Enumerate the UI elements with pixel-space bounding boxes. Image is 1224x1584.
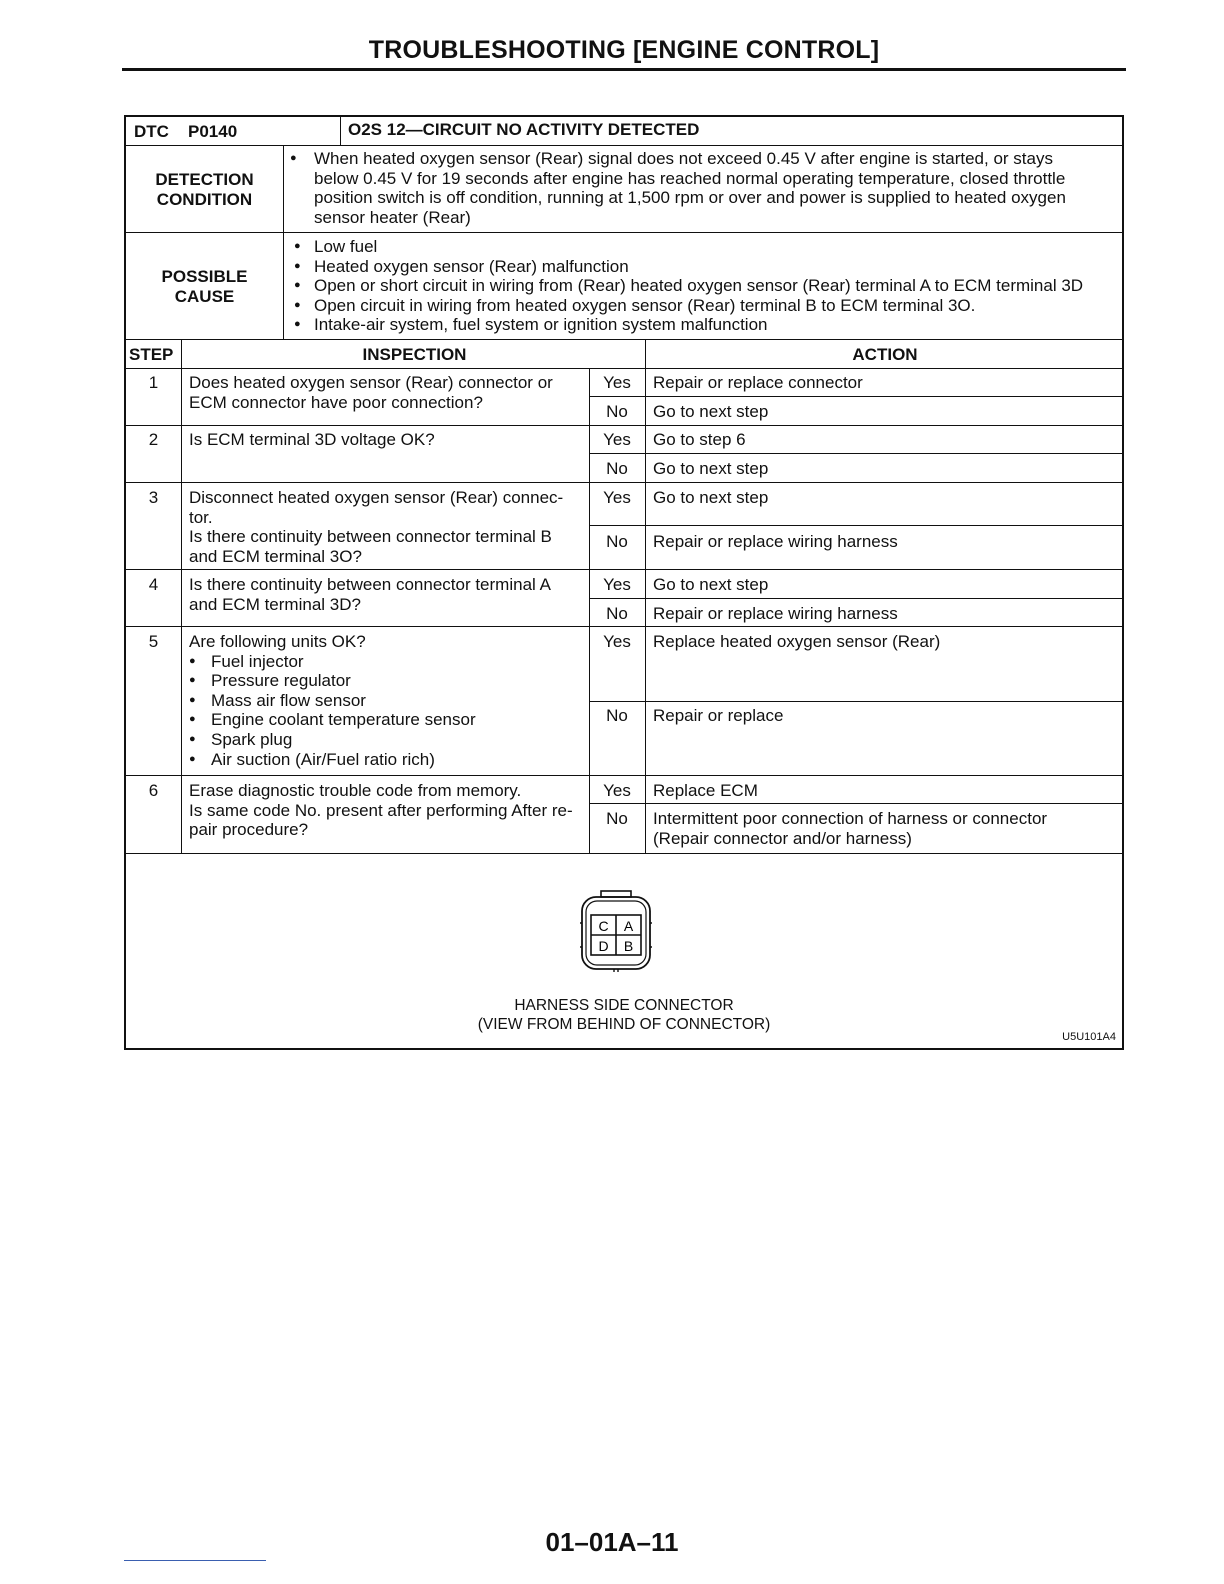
divider — [589, 598, 1124, 599]
harness-connector-figure — [579, 889, 653, 973]
header-rule — [122, 68, 1126, 71]
cause-item: ● Open or short circuit in wiring from (Rear) heated oxygen sensor (Rear) terminal A to ECM terminal 3D — [290, 276, 1083, 296]
yes-label: Yes — [603, 632, 631, 651]
divider — [589, 396, 1124, 397]
yes-label: Yes — [603, 781, 631, 800]
unit-item: ● Mass air flow sensor — [189, 691, 476, 711]
yes-label: Yes — [603, 488, 631, 507]
no-action: Repair or replace — [653, 706, 784, 725]
divider — [126, 775, 1124, 776]
connector-caption-line2: (VIEW FROM BEHIND OF CONNECTOR) — [477, 1016, 771, 1033]
divider — [126, 482, 1124, 483]
detection-line: position switch is off condition, running at 1,500 rpm or over and power is supplied to heated oxygen — [314, 188, 1066, 208]
no-label: No — [606, 604, 628, 623]
page-title: TROUBLESHOOTING [ENGINE CONTROL] — [368, 36, 880, 64]
detection-label: DETECTION CONDITION — [155, 170, 254, 209]
yes-action: Go to step 6 — [653, 430, 746, 449]
figure-code: U5U101A4 — [1062, 1031, 1116, 1043]
dtc-table — [124, 115, 1124, 1050]
detection-text — [286, 149, 1066, 227]
divider — [283, 145, 284, 339]
dtc-code: P0140 — [188, 122, 238, 141]
footer-link-rule — [124, 1560, 266, 1561]
divider — [126, 626, 1124, 627]
yes-action: Go to next step — [653, 575, 769, 594]
divider — [126, 368, 1124, 369]
connector-caption-line1: HARNESS SIDE CONNECTOR — [514, 997, 734, 1014]
cause-item: ● Low fuel — [290, 237, 1083, 257]
step-inspection: Does heated oxygen sensor (Rear) connector or ECM connector have poor connection? — [189, 373, 553, 412]
yes-label: Yes — [603, 373, 631, 392]
possible-cause-label: POSSIBLE CAUSE — [161, 267, 248, 306]
col-step-header: STEP — [129, 345, 174, 364]
divider — [589, 803, 1124, 804]
step-inspection: Is there continuity between connector terminal A and ECM terminal 3D? — [189, 575, 551, 614]
dtc-description: O2S 12—CIRCUIT NO ACTIVITY DETECTED — [348, 120, 700, 139]
no-action: Intermittent poor connection of harness or connector (Repair connector and/or harness) — [653, 809, 1048, 848]
detection-line: sensor heater (Rear) — [314, 207, 471, 227]
yes-label: Yes — [603, 430, 631, 449]
terminal-b-label: B — [623, 938, 634, 954]
possible-cause-list — [290, 237, 1083, 335]
divider — [340, 117, 341, 145]
cause-item: ● Open circuit in wiring from heated oxygen sensor (Rear) terminal B to ECM terminal 3O. — [290, 296, 1083, 316]
divider — [589, 453, 1124, 454]
no-label: No — [606, 459, 628, 478]
cause-item: ● Intake-air system, fuel system or ignition system malfunction — [290, 315, 1083, 335]
col-inspection-header: INSPECTION — [362, 345, 467, 364]
unit-list — [189, 652, 476, 770]
yes-action: Replace ECM — [653, 781, 758, 800]
divider — [126, 339, 1124, 340]
cause-item: ● Heated oxygen sensor (Rear) malfunction — [290, 257, 1083, 277]
detection-line: below 0.45 V for 19 seconds after engine has reached normal operating temperature, closed throttle — [314, 168, 1066, 188]
dtc-label: DTC — [134, 122, 169, 141]
unit-item: ● Engine coolant temperature sensor — [189, 710, 476, 730]
bullet-icon: ● — [290, 152, 297, 164]
yes-action: Go to next step — [653, 488, 769, 507]
step-number: 5 — [148, 632, 159, 651]
divider — [126, 425, 1124, 426]
page-number: 01–01A–11 — [545, 1527, 679, 1557]
step-inspection: Disconnect heated oxygen sensor (Rear) connec- tor. Is there continuity between connector terminal B and ECM terminal 3O? — [189, 488, 564, 566]
col-action-header: ACTION — [852, 345, 918, 364]
terminal-d-label: D — [598, 938, 609, 954]
detection-line: ● When heated oxygen sensor (Rear) signal does not exceed 0.45 V after engine is started, or stays — [290, 149, 1053, 168]
yes-action: Repair or replace connector — [653, 373, 863, 392]
terminal-c-label: C — [598, 918, 609, 934]
step-inspection: Erase diagnostic trouble code from memory. Is same code No. present after performing After re- pair procedure? — [189, 781, 573, 840]
yes-action: Replace heated oxygen sensor (Rear) — [653, 632, 941, 651]
no-action: Repair or replace wiring harness — [653, 604, 898, 623]
divider — [589, 701, 1124, 702]
no-label: No — [606, 532, 628, 551]
step-number: 6 — [148, 781, 159, 800]
step-number: 1 — [148, 373, 159, 392]
step-number: 4 — [148, 575, 159, 594]
yes-label: Yes — [603, 575, 631, 594]
no-action: Repair or replace wiring harness — [653, 532, 898, 551]
no-label: No — [606, 706, 628, 725]
no-label: No — [606, 402, 628, 421]
no-label: No — [606, 809, 628, 828]
divider — [126, 232, 1124, 233]
divider — [589, 525, 1124, 526]
step-inspection: Are following units OK? ● Fuel injector ● Pressure regulator ● Mass air flow sensor ● Engine coolant temperature sensor ● Spark plug ● Air suction (Air/Fuel ratio rich) — [189, 632, 476, 769]
terminal-a-label: A — [623, 918, 634, 934]
no-action: Go to next step — [653, 459, 769, 478]
step-number: 2 — [148, 430, 159, 449]
unit-item: ● Air suction (Air/Fuel ratio rich) — [189, 750, 476, 770]
step-inspection: Is ECM terminal 3D voltage OK? — [189, 430, 435, 449]
divider — [126, 569, 1124, 570]
step-number: 3 — [148, 488, 159, 507]
unit-item: ● Spark plug — [189, 730, 476, 750]
no-action: Go to next step — [653, 402, 769, 421]
divider — [126, 145, 1124, 146]
unit-item: ● Pressure regulator — [189, 671, 476, 691]
unit-item: ● Fuel injector — [189, 652, 476, 672]
divider — [126, 853, 1124, 854]
